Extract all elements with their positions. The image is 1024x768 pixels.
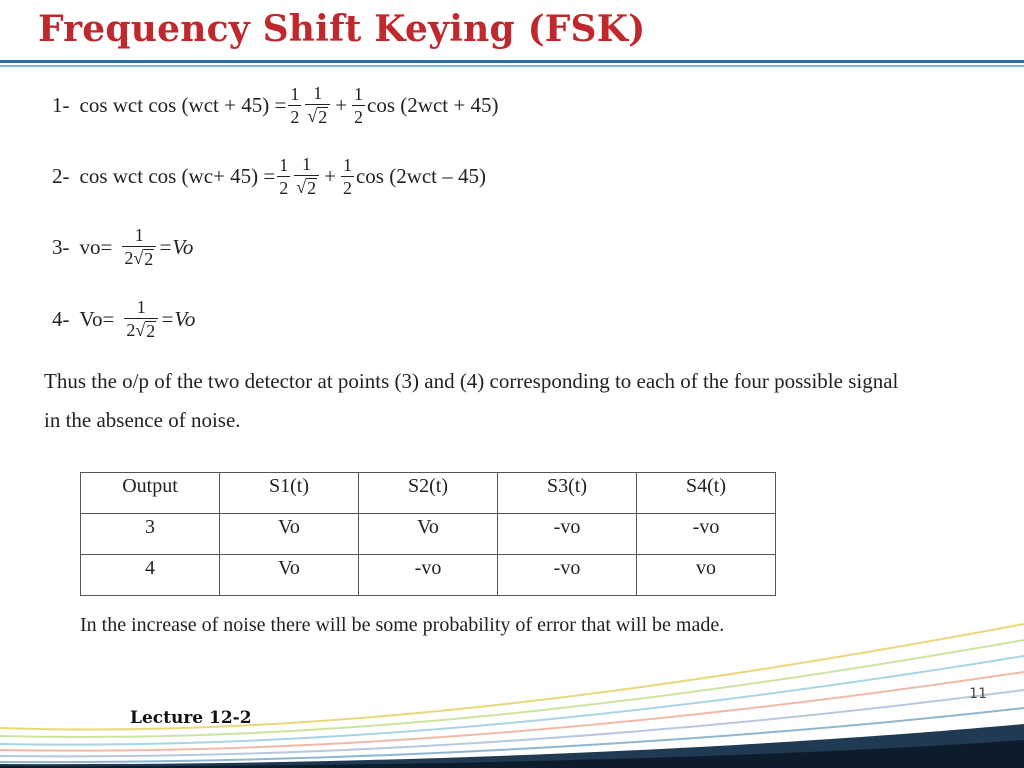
equation-number: 2-: [52, 163, 70, 188]
table-cell: Vo: [220, 514, 359, 555]
table-cell: -vo: [359, 555, 498, 596]
table-header-row: [81, 473, 776, 514]
fraction-one-half: $\frac{1}{2}$: [290, 83, 300, 127]
equation-lhs: Vo=: [79, 306, 115, 331]
table-cell: 3: [81, 514, 220, 555]
equation-rhs: =Vo: [160, 306, 196, 331]
body-paragraph: Thus the o/p of the two detector at points (3) and (4) corresponding to each of the four possible signal in the absence of noise.: [44, 369, 899, 432]
equation-number: 3-: [52, 234, 70, 259]
footer-label: Lecture 12-2: [130, 708, 252, 728]
fraction-one-over-root-two: 1 √ 2: [294, 155, 319, 197]
title-rule-light: [0, 65, 1024, 67]
equation-2: [52, 155, 486, 197]
decorative-swoosh: [0, 600, 1024, 768]
equation-rhs: =Vo: [158, 234, 194, 259]
equation-lhs: cos wct cos (wc+ 45) =: [79, 163, 276, 188]
table-header-cell: S1(t): [220, 473, 359, 514]
equation-1: [52, 84, 498, 126]
title-rule-dark: [0, 60, 1024, 63]
noise-note: In the increase of noise there will be some probability of error that will be made.: [80, 614, 725, 636]
fraction-one-over-root-two: 1 √ 2: [305, 84, 330, 126]
fraction-one-over-two-root-two: 1 2 √ 2: [124, 298, 158, 340]
equation-4: [52, 298, 195, 340]
equation-number: 1-: [52, 92, 70, 117]
table-cell: -vo: [637, 514, 776, 555]
table-cell: -vo: [498, 555, 637, 596]
table-header-cell: S2(t): [359, 473, 498, 514]
table-cell: Vo: [220, 555, 359, 596]
fraction-one-half: $\frac{1}{2}$: [279, 154, 289, 198]
plus-sign: +: [335, 92, 348, 117]
table-cell: vo: [637, 555, 776, 596]
table-header-cell: Output: [81, 473, 220, 514]
table-cell: -vo: [498, 514, 637, 555]
table-cell: Vo: [359, 514, 498, 555]
table-cell: 4: [81, 555, 220, 596]
page-number: 11: [969, 686, 987, 702]
plus-sign: +: [324, 163, 336, 188]
table-row: [81, 555, 776, 596]
table-header-cell: S4(t): [637, 473, 776, 514]
equation-rhs: cos (2wct + 45): [367, 92, 499, 117]
equation-lhs: vo=: [79, 234, 113, 259]
equation-number: 4-: [52, 306, 70, 331]
equation-lhs: cos wct cos (wct + 45) =: [79, 92, 287, 117]
equation-3: [52, 226, 193, 268]
equation-rhs: cos (2wct – 45): [355, 163, 487, 188]
table-header-cell: S3(t): [498, 473, 637, 514]
fraction-one-half: $\frac{1}{2}$: [354, 83, 364, 127]
table-row: [81, 514, 776, 555]
fraction-one-half: $\frac{1}{2}$: [342, 154, 352, 198]
slide-title: Frequency Shift Keying (FSK): [38, 8, 646, 50]
fraction-one-over-two-root-two: 1 2 √ 2: [122, 226, 156, 268]
detector-output-table: [80, 472, 776, 596]
